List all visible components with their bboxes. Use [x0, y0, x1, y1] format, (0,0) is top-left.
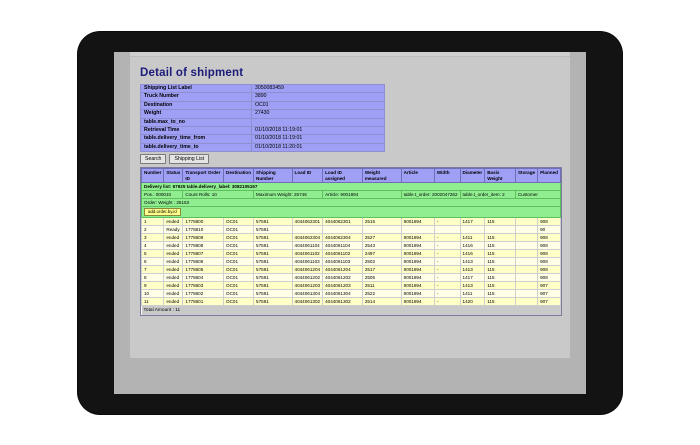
column-header-shipping-number[interactable]: Shipping Number — [254, 169, 292, 183]
cell-storage — [515, 282, 537, 290]
cell-planned: 908 — [538, 234, 561, 242]
cell-planned: 907 — [538, 290, 561, 298]
cell-article: 9001894 — [401, 274, 434, 282]
property-value: 3050083459 — [252, 85, 385, 93]
cell-shipping-number: 57591 — [254, 274, 292, 282]
property-key: Weight — [141, 110, 252, 118]
cell-number: 2 — [142, 226, 164, 234]
cell-diameter: 1416 — [460, 250, 485, 258]
cell-transport-order-id: 1778605 — [183, 266, 224, 274]
tablet-screen — [114, 52, 586, 394]
cell-shipping-number: 57591 — [254, 298, 292, 306]
page-footer-space — [138, 316, 562, 350]
cell-diameter: 1417 — [460, 218, 485, 226]
cell-width: - — [434, 266, 460, 274]
cell-load-id: 4044061202 — [292, 274, 323, 282]
cell-load-id: 4044061103 — [292, 258, 323, 266]
cell-basis-weight: 115 — [485, 250, 516, 258]
cell-weight-measured: 2515 — [362, 218, 401, 226]
property-key: table.max_to_no — [141, 118, 252, 126]
cell-basis-weight — [485, 226, 516, 234]
column-header-destination[interactable]: Destination — [224, 169, 254, 183]
cell-diameter: 1411 — [460, 234, 485, 242]
table-row[interactable] — [142, 282, 561, 290]
cell-destination: OC01 — [224, 218, 254, 226]
cell-load-id-assigned: 4044061103 — [323, 258, 363, 266]
column-header-load-id-assigned[interactable]: Load ID assigned — [323, 169, 363, 183]
cell-transport-order-id: 1778604 — [183, 274, 224, 282]
cell-number: 1 — [142, 218, 164, 226]
cell-storage — [515, 298, 537, 306]
cell-storage — [515, 250, 537, 258]
cell-transport-order-id: 1778606 — [183, 258, 224, 266]
tablet-device-frame — [78, 32, 622, 414]
cell-width: - — [434, 282, 460, 290]
cell-status: ended — [164, 274, 183, 282]
cell-shipping-number: 57591 — [254, 242, 292, 250]
cell-number: 10 — [142, 290, 164, 298]
table-row[interactable] — [142, 242, 561, 250]
cell-article: 9001894 — [401, 266, 434, 274]
cell-shipping-number: 57591 — [254, 258, 292, 266]
table-row[interactable] — [142, 298, 561, 306]
table-row[interactable] — [142, 226, 561, 234]
cell-load-id: 4044062301 — [292, 218, 323, 226]
cell-storage — [515, 218, 537, 226]
cell-destination: OC01 — [224, 258, 254, 266]
cell-diameter — [460, 226, 485, 234]
cell-article: 9001894 — [401, 250, 434, 258]
cell-destination: OC01 — [224, 290, 254, 298]
cell-transport-order-id: 1778808 — [183, 242, 224, 250]
cell-weight-measured: 2543 — [362, 242, 401, 250]
cell-storage — [515, 266, 537, 274]
cell-load-id: 4044061102 — [292, 250, 323, 258]
property-row — [141, 93, 385, 101]
cell-load-id-assigned: 4044061104 — [323, 242, 363, 250]
column-header-article[interactable]: Article — [401, 169, 434, 183]
cell-weight-measured: 2511 — [362, 282, 401, 290]
cell-transport-order-id: 1778603 — [183, 282, 224, 290]
order-summary-pos: Pos.: 000010 — [142, 191, 183, 199]
app-page — [130, 52, 570, 358]
delivery-list-band-row — [142, 183, 561, 191]
table-row[interactable] — [142, 290, 561, 298]
property-key: Destination — [141, 101, 252, 109]
cell-width: - — [434, 250, 460, 258]
shipment-properties-body — [141, 85, 385, 152]
add-order-by-id-button[interactable]: add.order.by.id — [144, 208, 181, 216]
shipment-grid — [141, 168, 561, 315]
cell-planned: 90 — [538, 226, 561, 234]
order-weight-label: Order: Weight : 25153 — [142, 199, 561, 207]
cell-number: 11 — [142, 298, 164, 306]
cell-load-id-assigned: 4044062301 — [323, 218, 363, 226]
cell-diameter: 1417 — [460, 274, 485, 282]
cell-status: ended — [164, 242, 183, 250]
cell-status: ended — [164, 234, 183, 242]
cell-planned: 908 — [538, 274, 561, 282]
cell-weight-measured: 2497 — [362, 250, 401, 258]
add-order-band-row — [142, 207, 561, 218]
column-header-transport-order-id[interactable]: Transport Order ID — [183, 169, 224, 183]
cell-weight-measured: 2527 — [362, 234, 401, 242]
cell-planned: 907 — [538, 282, 561, 290]
cell-transport-order-id: 1778602 — [183, 290, 224, 298]
order-summary-customer: Customer — [515, 191, 560, 199]
cell-load-id: 4044062304 — [292, 234, 323, 242]
add-order-band-cell — [142, 207, 561, 218]
action-button-row — [140, 154, 562, 164]
cell-diameter: 1413 — [460, 266, 485, 274]
cell-storage — [515, 290, 537, 298]
cell-destination: OC01 — [224, 298, 254, 306]
cell-load-id — [292, 226, 323, 234]
cell-diameter: 1413 — [460, 258, 485, 266]
cell-basis-weight: 115 — [485, 258, 516, 266]
cell-status: ended — [164, 266, 183, 274]
cell-weight-measured: 2517 — [362, 266, 401, 274]
cell-number: 9 — [142, 282, 164, 290]
cell-width: - — [434, 274, 460, 282]
cell-transport-order-id: 1778810 — [183, 226, 224, 234]
cell-planned: 907 — [538, 298, 561, 306]
cell-destination: OC01 — [224, 242, 254, 250]
cell-load-id-assigned: 4044061204 — [323, 266, 363, 274]
cell-status: ended — [164, 298, 183, 306]
cell-article: 9001894 — [401, 282, 434, 290]
cell-destination: OC01 — [224, 266, 254, 274]
cell-article: 9001894 — [401, 290, 434, 298]
cell-width: - — [434, 242, 460, 250]
cell-diameter: 1420 — [460, 298, 485, 306]
cell-basis-weight: 115 — [485, 266, 516, 274]
total-amount-label: Total Amount : 11 — [142, 306, 561, 316]
shipping-list-button[interactable]: Shipping List — [169, 154, 209, 164]
column-header-planned[interactable]: Planned — [538, 169, 561, 183]
cell-shipping-number: 57591 — [254, 290, 292, 298]
order-summary-maximum-weight: Maximum Weight: 25746 — [254, 191, 323, 199]
cell-basis-weight: 115 — [485, 242, 516, 250]
property-key: Shipping List Label — [141, 85, 252, 93]
column-header-storage[interactable]: Storage — [515, 169, 537, 183]
delivery-list-band-label: Delivery list: 67925 table.delivery_label: 3082105157 — [142, 183, 561, 191]
cell-status: Ready — [164, 226, 183, 234]
cell-load-id-assigned: 4044062304 — [323, 234, 363, 242]
total-row — [142, 306, 561, 316]
cell-shipping-number: 57591 — [254, 266, 292, 274]
table-row[interactable] — [142, 234, 561, 242]
cell-storage — [515, 242, 537, 250]
cell-load-id-assigned: 4044061304 — [323, 290, 363, 298]
cell-planned: 908 — [538, 218, 561, 226]
cell-width: - — [434, 258, 460, 266]
cell-article: 9001894 — [401, 242, 434, 250]
cell-status: ended — [164, 218, 183, 226]
cell-width: - — [434, 290, 460, 298]
cell-planned: 908 — [538, 250, 561, 258]
column-header-basis-weight[interactable]: Basis Weight — [485, 169, 516, 183]
property-key: Truck Number — [141, 93, 252, 101]
cell-planned: 908 — [538, 242, 561, 250]
grid-header — [142, 169, 561, 183]
cell-storage — [515, 234, 537, 242]
property-value: OC01 — [252, 101, 385, 109]
order-summary-t-order: table.t_order: 2002047262 — [401, 191, 460, 199]
cell-basis-weight: 115 — [485, 234, 516, 242]
table-row[interactable] — [142, 250, 561, 258]
cell-load-id: 4044061304 — [292, 290, 323, 298]
column-header-status[interactable]: Status — [164, 169, 183, 183]
column-header-width[interactable]: Width — [434, 169, 460, 183]
cell-weight-measured: 2522 — [362, 290, 401, 298]
cell-number: 6 — [142, 258, 164, 266]
cell-transport-order-id: 1778807 — [183, 250, 224, 258]
cell-load-id-assigned: 4044061302 — [323, 298, 363, 306]
cell-number: 3 — [142, 234, 164, 242]
cell-shipping-number: 57591 — [254, 218, 292, 226]
cell-number: 5 — [142, 250, 164, 258]
cell-load-id: 4044061302 — [292, 298, 323, 306]
table-row[interactable] — [142, 266, 561, 274]
order-summary-count-rolls: Count Rolls: 10 — [183, 191, 254, 199]
cell-status: ended — [164, 290, 183, 298]
property-key: table.delivery_time_from — [141, 135, 252, 143]
cell-destination: OC01 — [224, 274, 254, 282]
cell-destination: OC01 — [224, 234, 254, 242]
cell-transport-order-id: 1778800 — [183, 218, 224, 226]
cell-number: 4 — [142, 242, 164, 250]
property-value: 27430 — [252, 110, 385, 118]
cell-load-id-assigned: 4044061102 — [323, 250, 363, 258]
search-button[interactable]: Search — [140, 154, 166, 164]
cell-destination: OC01 — [224, 226, 254, 234]
cell-width — [434, 226, 460, 234]
cell-basis-weight: 115 — [485, 290, 516, 298]
cell-width: - — [434, 298, 460, 306]
order-summary-t-order-item: table.t_order_item: 2 — [460, 191, 515, 199]
cell-number: 8 — [142, 274, 164, 282]
cell-basis-weight: 115 — [485, 218, 516, 226]
cell-transport-order-id: 1778609 — [183, 234, 224, 242]
property-value: 01/10/2018 11:20:01 — [252, 143, 385, 151]
cell-weight-measured: 2502 — [362, 258, 401, 266]
cell-load-id: 4044061204 — [292, 266, 323, 274]
property-row — [141, 110, 385, 118]
property-row — [141, 101, 385, 109]
cell-article: 9001894 — [401, 258, 434, 266]
cell-article: 9001894 — [401, 234, 434, 242]
property-key: table.delivery_time_to — [141, 143, 252, 151]
cell-number: 7 — [142, 266, 164, 274]
cell-shipping-number: 57591 — [254, 250, 292, 258]
table-row[interactable] — [142, 274, 561, 282]
property-value: 01/10/2018 11:19:01 — [252, 135, 385, 143]
column-header-weight-measured[interactable]: Weight measured — [362, 169, 401, 183]
column-header-diameter[interactable]: Diameter — [460, 169, 485, 183]
order-summary-article: Article: 9001894 — [323, 191, 402, 199]
cell-shipping-number: 57591 — [254, 282, 292, 290]
page-title: Detail of shipment — [140, 67, 244, 79]
cell-storage — [515, 258, 537, 266]
cell-load-id-assigned: 4044061202 — [323, 274, 363, 282]
property-row — [141, 135, 385, 143]
cell-diameter: 1416 — [460, 242, 485, 250]
grid-body — [142, 183, 561, 316]
cell-article — [401, 226, 434, 234]
cell-storage — [515, 274, 537, 282]
cell-weight-measured — [362, 226, 401, 234]
property-row — [141, 85, 385, 93]
property-value — [252, 118, 385, 126]
cell-load-id: 4044061104 — [292, 242, 323, 250]
property-row — [141, 143, 385, 151]
column-header-number[interactable]: Number — [142, 169, 164, 183]
cell-load-id-assigned — [323, 226, 363, 234]
app-content — [130, 57, 570, 358]
cell-status: ended — [164, 258, 183, 266]
cell-article: 9001894 — [401, 218, 434, 226]
cell-basis-weight: 115 — [485, 274, 516, 282]
cell-basis-weight: 115 — [485, 298, 516, 306]
cell-basis-weight: 115 — [485, 282, 516, 290]
cell-planned: 908 — [538, 266, 561, 274]
cell-status: ended — [164, 250, 183, 258]
cell-destination: OC01 — [224, 250, 254, 258]
cell-load-id: 4044061203 — [292, 282, 323, 290]
property-value: 01/10/2018 11:19:01 — [252, 127, 385, 135]
property-key: Retrieval Time — [141, 127, 252, 135]
cell-load-id-assigned: 4044061203 — [323, 282, 363, 290]
property-row — [141, 118, 385, 126]
order-summary-band-row — [142, 191, 561, 199]
table-row[interactable] — [142, 258, 561, 266]
shipment-grid-container — [140, 167, 562, 316]
cell-planned: 908 — [538, 258, 561, 266]
cell-destination: OC01 — [224, 282, 254, 290]
property-value: 3890 — [252, 93, 385, 101]
cell-transport-order-id: 1778601 — [183, 298, 224, 306]
cell-status: ended — [164, 282, 183, 290]
grid-header-row — [142, 169, 561, 183]
property-row — [141, 127, 385, 135]
order-weight-band-row — [142, 199, 561, 207]
cell-storage — [515, 226, 537, 234]
cell-width: - — [434, 234, 460, 242]
table-row[interactable] — [142, 218, 561, 226]
shipment-properties-table — [140, 84, 385, 152]
cell-diameter: 1411 — [460, 290, 485, 298]
cell-weight-measured: 2505 — [362, 274, 401, 282]
cell-weight-measured: 2514 — [362, 298, 401, 306]
column-header-load-id[interactable]: Load ID — [292, 169, 323, 183]
cell-shipping-number: 57591 — [254, 226, 292, 234]
cell-width: - — [434, 218, 460, 226]
cell-shipping-number: 57591 — [254, 234, 292, 242]
cell-diameter: 1413 — [460, 282, 485, 290]
cell-article: 9001894 — [401, 298, 434, 306]
